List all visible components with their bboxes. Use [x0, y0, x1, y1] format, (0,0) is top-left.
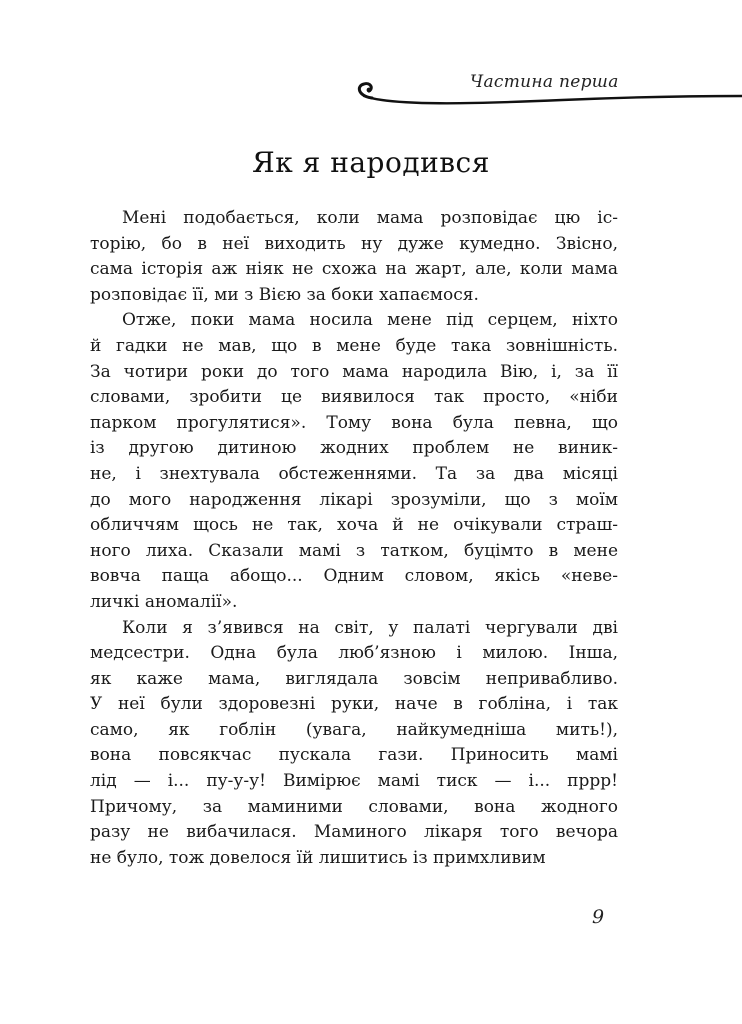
text-line: Коли я з’явився на світ, у палаті чергували дві — [122, 617, 618, 638]
text-line: як каже мама, виглядала зовсім непривабливо. — [90, 668, 618, 689]
text-line: медсестри. Одна була люб’язною і милою. Інша, — [90, 643, 618, 664]
text-line: Причому, за маминими словами, вона жодного — [90, 796, 618, 817]
text-line: вовча паща абощо... Одним словом, якісь «неве- — [90, 566, 618, 587]
text-line: не було, тож довелося їй лишитись із примхливим — [90, 847, 546, 868]
text-line: із другою дитиною жодних проблем не виник- — [90, 438, 618, 459]
text-line: не, і знехтувала обстеженнями. Та за два місяці — [90, 463, 618, 484]
text-line: обличчям щось не так, хоча й не очікували страш- — [90, 515, 618, 536]
text-line: сама історія аж ніяк не схожа на жарт, але, коли мама — [90, 259, 618, 280]
text-line: Мені подобається, коли мама розповідає цю іс- — [122, 208, 618, 228]
text-line: разу не вибачилася. Маминого лікаря того вечора — [90, 822, 618, 843]
text-line: личкі аномалії». — [90, 591, 238, 612]
text-line: до мого народження лікарі зрозуміли, що з моїм — [90, 489, 618, 510]
chapter-title: Як я народився — [252, 146, 490, 179]
text-line: лід — і... пу-у-у! Вимірює мамі тиск — і... пррр! — [90, 771, 618, 792]
text-line: парком прогулятися». Тому вона була певна, що — [90, 412, 618, 433]
text-line: У неї були здоровезні руки, наче в гобліна, і так — [90, 694, 618, 715]
text-line: розповідає її, ми з Вією за боки хапаємося. — [90, 284, 479, 305]
running-header — [352, 60, 742, 120]
paragraph — [90, 206, 618, 308]
text-line: За чотири роки до того мама народила Вію, і, за її — [90, 361, 618, 382]
text-line: само, як гоблін (увага, найкумедніша мить!), — [90, 719, 618, 740]
text-line: вона повсякчас пускала гази. Приносить мамі — [90, 745, 618, 766]
text-line: Отже, поки мама носила мене під серцем, ніхто — [122, 310, 618, 331]
text-line: словами, зробити це виявилося так просто, «ніби — [90, 387, 618, 408]
text-line: ного лиха. Сказали мамі з татком, буцімто в мене — [90, 540, 618, 561]
text-line: й гадки не мав, що в мене буде така зовнішність. — [90, 335, 618, 356]
page-number: 9 — [592, 906, 605, 928]
text-line: торію, бо в неї виходить ну дуже кумедно. Звісно, — [90, 233, 618, 254]
part-label: Частина перша — [470, 72, 619, 92]
body-text — [90, 206, 618, 871]
paragraph — [90, 616, 618, 872]
paragraph — [90, 308, 618, 615]
